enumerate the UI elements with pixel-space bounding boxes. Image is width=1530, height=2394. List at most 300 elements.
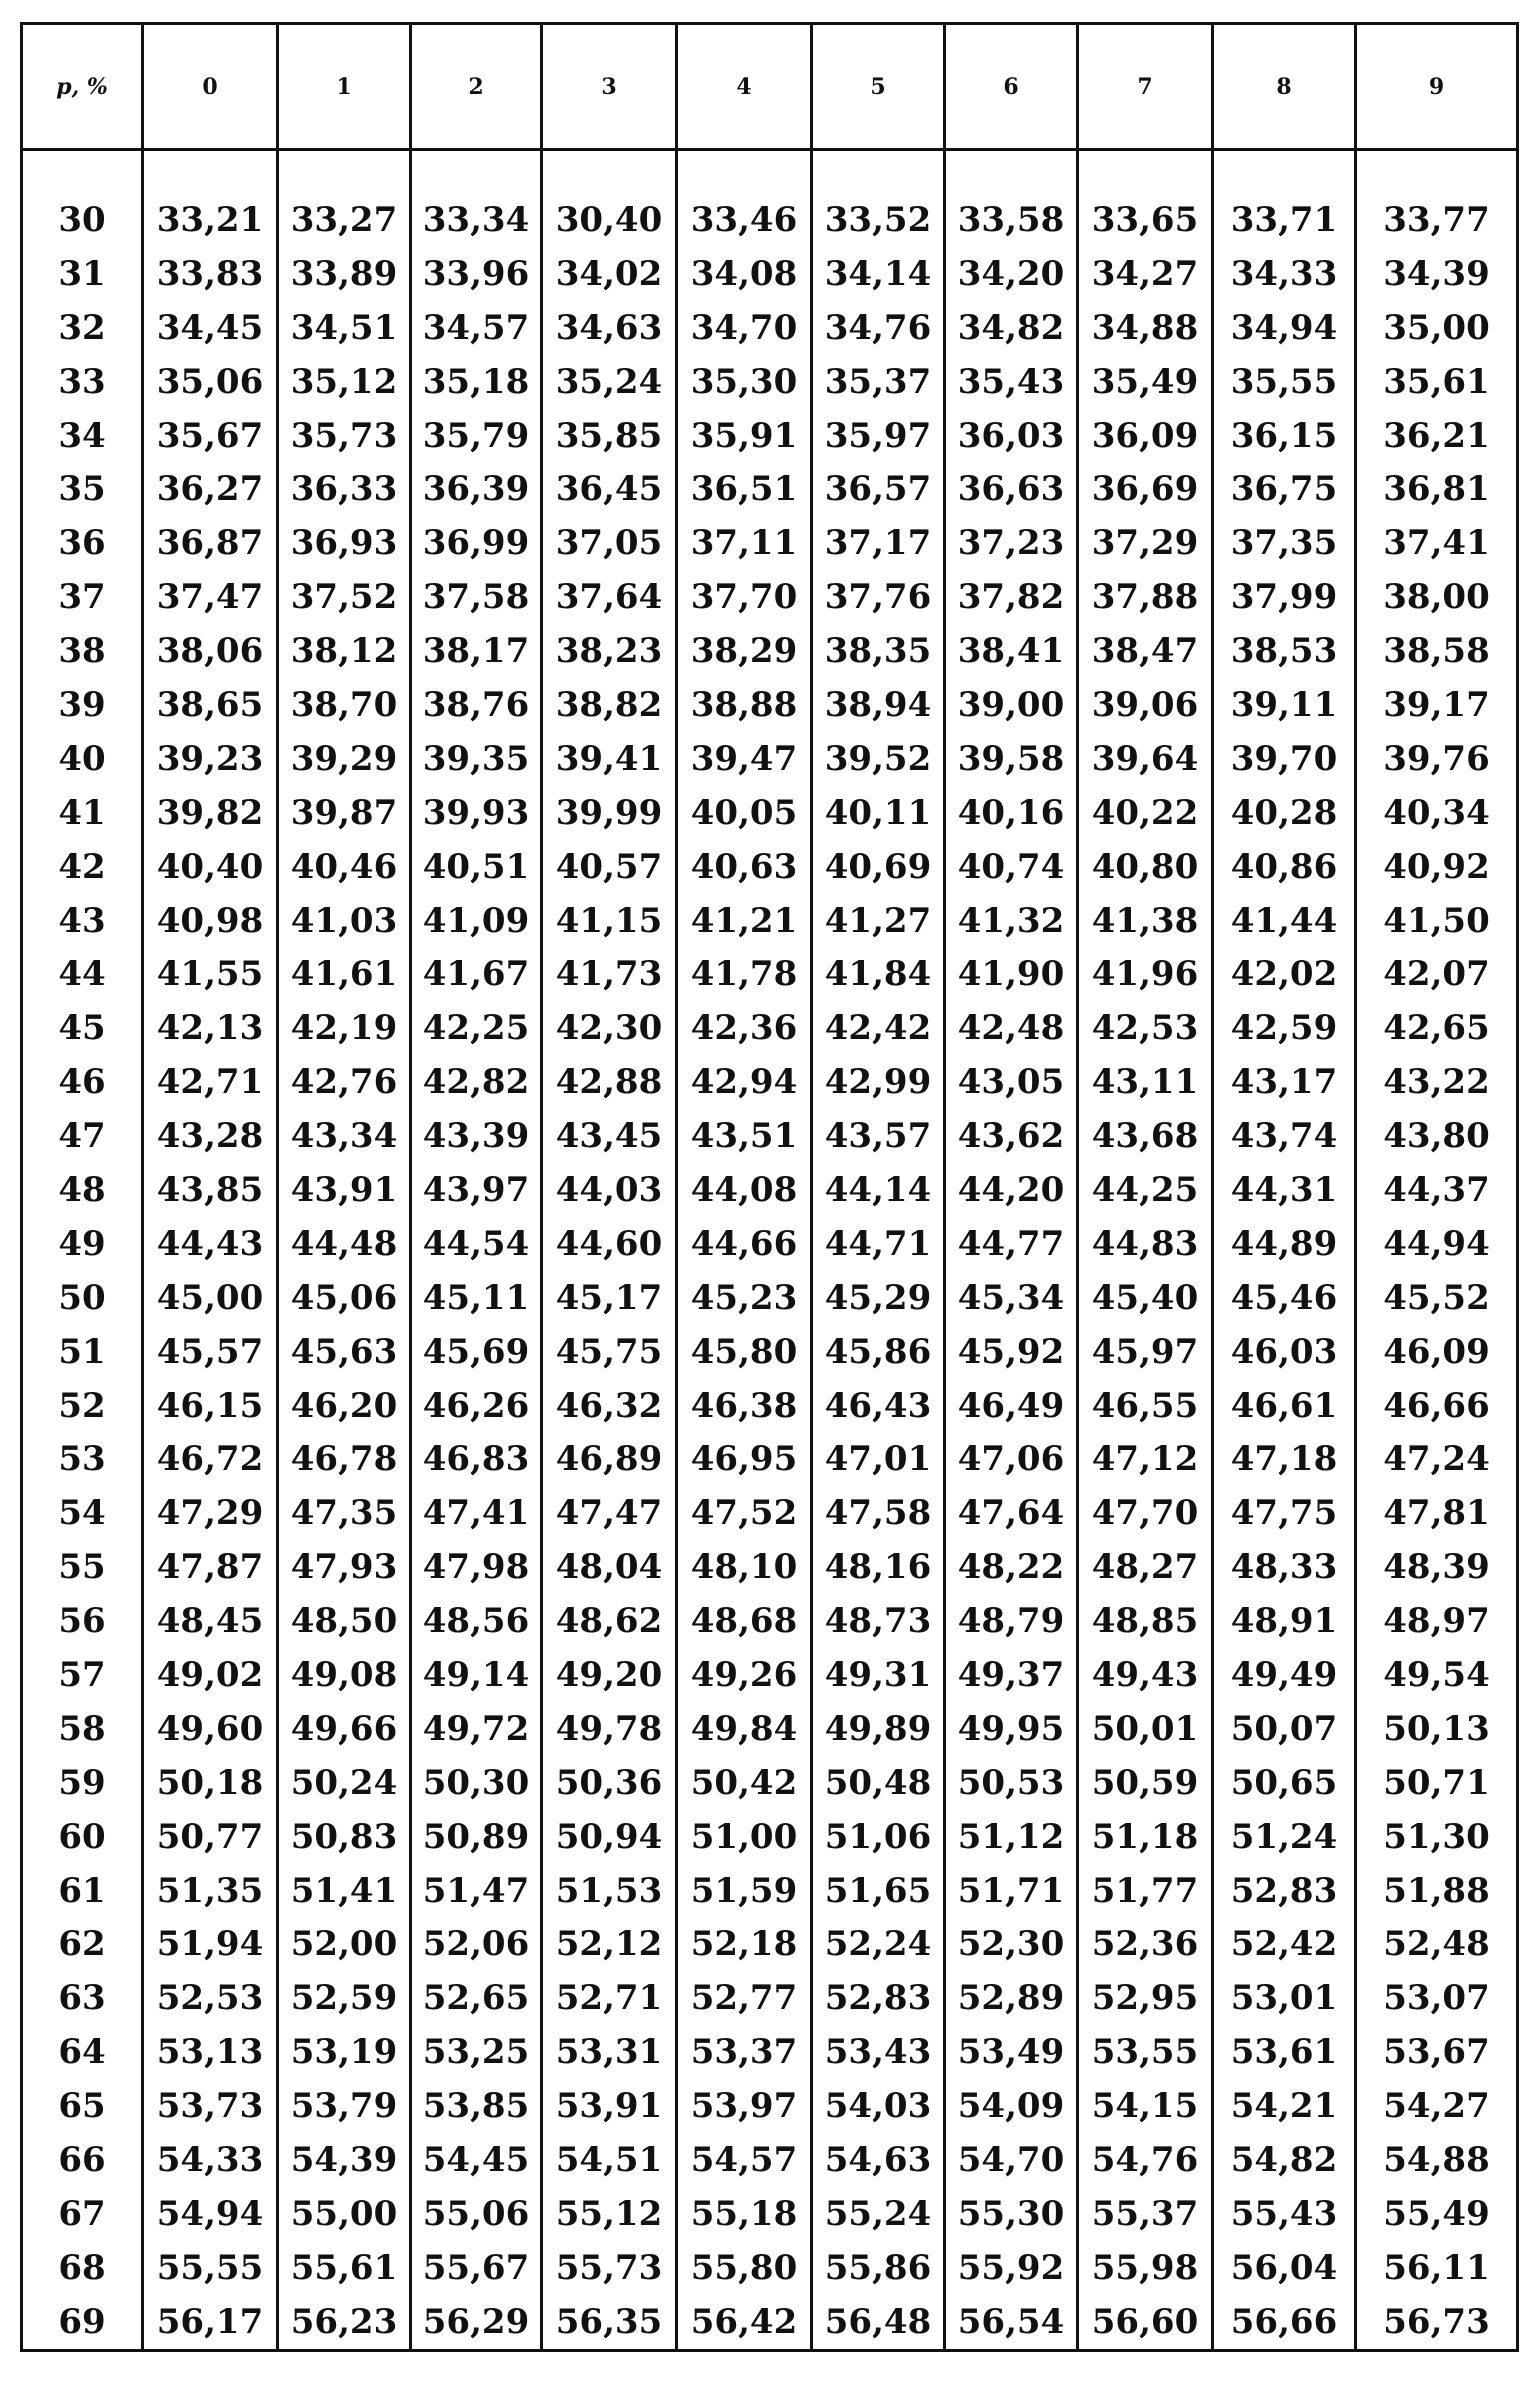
cell-col-0: 43,28 [143, 1109, 278, 1163]
cell-col-6: 42,48 [945, 1001, 1078, 1055]
row-p-value: 33 [22, 355, 143, 409]
cell-col-1: 34,51 [278, 301, 411, 355]
cell-col-1: 49,66 [278, 1702, 411, 1756]
table-row [22, 2025, 1518, 2079]
cell-col-8: 56,04 [1213, 2241, 1356, 2295]
cell-col-8: 35,55 [1213, 355, 1356, 409]
cell-col-0: 43,85 [143, 1163, 278, 1217]
header-cell-3: 3 [542, 24, 677, 150]
cell-col-8: 52,42 [1213, 1918, 1356, 1972]
cell-col-9: 44,94 [1356, 1217, 1518, 1271]
cell-col-3: 34,63 [542, 301, 677, 355]
row-p-value: 32 [22, 301, 143, 355]
table-row [22, 409, 1518, 463]
header-cell-7: 7 [1078, 24, 1213, 150]
table-row [22, 947, 1518, 1001]
cell-col-4: 35,30 [677, 355, 812, 409]
cell-col-3: 41,15 [542, 894, 677, 948]
cell-col-1: 43,34 [278, 1109, 411, 1163]
cell-col-9: 52,48 [1356, 1918, 1518, 1972]
cell-col-4: 52,18 [677, 1918, 812, 1972]
cell-col-5: 37,76 [812, 570, 945, 624]
cell-col-0: 40,98 [143, 894, 278, 948]
cell-col-3: 52,71 [542, 1971, 677, 2025]
cell-col-4: 44,66 [677, 1217, 812, 1271]
cell-col-8: 53,01 [1213, 1971, 1356, 2025]
cell-col-7: 34,88 [1078, 301, 1213, 355]
cell-col-9: 50,13 [1356, 1702, 1518, 1756]
cell-col-6: 56,54 [945, 2295, 1078, 2350]
cell-col-0: 54,94 [143, 2187, 278, 2241]
cell-col-7: 55,37 [1078, 2187, 1213, 2241]
cell-col-8: 43,17 [1213, 1055, 1356, 1109]
cell-col-8: 34,94 [1213, 301, 1356, 355]
cell-col-2: 39,93 [411, 786, 542, 840]
cell-col-3: 42,88 [542, 1055, 677, 1109]
cell-col-3: 40,57 [542, 840, 677, 894]
row-p-value: 65 [22, 2079, 143, 2133]
cell-col-1: 40,46 [278, 840, 411, 894]
cell-col-4: 37,11 [677, 516, 812, 570]
cell-col-8: 33,71 [1213, 193, 1356, 247]
cell-col-4: 41,21 [677, 894, 812, 948]
row-p-value: 42 [22, 840, 143, 894]
cell-col-9: 54,27 [1356, 2079, 1518, 2133]
cell-col-0: 39,23 [143, 732, 278, 786]
cell-col-4: 42,94 [677, 1055, 812, 1109]
cell-col-5: 48,16 [812, 1540, 945, 1594]
row-p-value: 36 [22, 516, 143, 570]
cell-col-0: 46,15 [143, 1379, 278, 1433]
cell-col-2: 48,56 [411, 1594, 542, 1648]
table-row [22, 301, 1518, 355]
cell-col-9: 51,30 [1356, 1810, 1518, 1864]
table-row [22, 1756, 1518, 1810]
cell-col-1: 48,50 [278, 1594, 411, 1648]
cell-col-5: 50,48 [812, 1756, 945, 1810]
table-row [22, 2079, 1518, 2133]
cell-col-9: 33,77 [1356, 193, 1518, 247]
cell-col-5: 55,24 [812, 2187, 945, 2241]
cell-col-6: 36,63 [945, 462, 1078, 516]
row-p-value: 68 [22, 2241, 143, 2295]
cell-col-3: 37,05 [542, 516, 677, 570]
cell-col-8: 49,49 [1213, 1648, 1356, 1702]
table-row [22, 2295, 1518, 2350]
cell-col-2: 44,54 [411, 1217, 542, 1271]
cell-col-1: 45,06 [278, 1271, 411, 1325]
cell-col-5: 44,14 [812, 1163, 945, 1217]
cell-col-8: 36,75 [1213, 462, 1356, 516]
cell-col-7: 52,36 [1078, 1918, 1213, 1972]
row-p-value: 67 [22, 2187, 143, 2241]
cell-col-6: 39,58 [945, 732, 1078, 786]
cell-col-5: 49,31 [812, 1648, 945, 1702]
cell-col-9: 43,80 [1356, 1109, 1518, 1163]
cell-col-4: 46,95 [677, 1432, 812, 1486]
cell-col-9: 48,39 [1356, 1540, 1518, 1594]
row-p-value: 52 [22, 1379, 143, 1433]
cell-col-3: 39,99 [542, 786, 677, 840]
cell-col-2: 52,06 [411, 1918, 542, 1972]
cell-col-6: 45,92 [945, 1325, 1078, 1379]
cell-col-5: 42,42 [812, 1001, 945, 1055]
cell-col-9: 50,71 [1356, 1756, 1518, 1810]
cell-col-5: 55,86 [812, 2241, 945, 2295]
cell-col-9: 46,09 [1356, 1325, 1518, 1379]
cell-col-0: 53,73 [143, 2079, 278, 2133]
cell-col-5: 45,86 [812, 1325, 945, 1379]
table-body [22, 150, 1518, 2351]
table-row [22, 1648, 1518, 1702]
cell-col-9: 51,88 [1356, 1864, 1518, 1918]
cell-col-0: 50,18 [143, 1756, 278, 1810]
cell-col-4: 38,88 [677, 678, 812, 732]
cell-col-1: 46,78 [278, 1432, 411, 1486]
cell-col-7: 52,95 [1078, 1971, 1213, 2025]
cell-col-3: 53,91 [542, 2079, 677, 2133]
cell-col-2: 40,51 [411, 840, 542, 894]
table-row [22, 786, 1518, 840]
cell-col-9: 48,97 [1356, 1594, 1518, 1648]
cell-col-8: 44,31 [1213, 1163, 1356, 1217]
table-row [22, 1702, 1518, 1756]
cell-col-6: 40,74 [945, 840, 1078, 894]
cell-col-4: 46,38 [677, 1379, 812, 1433]
row-p-value: 43 [22, 894, 143, 948]
cell-col-5: 47,58 [812, 1486, 945, 1540]
cell-col-1: 36,33 [278, 462, 411, 516]
cell-col-8: 37,35 [1213, 516, 1356, 570]
cell-col-4: 37,70 [677, 570, 812, 624]
cell-col-4: 39,47 [677, 732, 812, 786]
cell-col-5: 35,37 [812, 355, 945, 409]
cell-col-6: 47,64 [945, 1486, 1078, 1540]
cell-col-5: 49,89 [812, 1702, 945, 1756]
cell-col-2: 47,98 [411, 1540, 542, 1594]
cell-col-1: 56,23 [278, 2295, 411, 2350]
cell-col-0: 51,94 [143, 1918, 278, 1972]
cell-col-7: 48,27 [1078, 1540, 1213, 1594]
row-p-value: 58 [22, 1702, 143, 1756]
cell-col-4: 52,77 [677, 1971, 812, 2025]
cell-col-4: 42,36 [677, 1001, 812, 1055]
cell-col-6: 39,00 [945, 678, 1078, 732]
table-row [22, 1163, 1518, 1217]
cell-col-9: 56,73 [1356, 2295, 1518, 2350]
cell-col-0: 53,13 [143, 2025, 278, 2079]
cell-col-8: 36,15 [1213, 409, 1356, 463]
cell-col-8: 34,33 [1213, 247, 1356, 301]
cell-col-8: 53,61 [1213, 2025, 1356, 2079]
cell-col-0: 49,02 [143, 1648, 278, 1702]
cell-col-9: 44,37 [1356, 1163, 1518, 1217]
cell-col-7: 39,64 [1078, 732, 1213, 786]
cell-col-6: 48,79 [945, 1594, 1078, 1648]
cell-col-1: 38,70 [278, 678, 411, 732]
cell-col-7: 38,47 [1078, 624, 1213, 678]
cell-col-1: 45,63 [278, 1325, 411, 1379]
cell-col-1: 53,19 [278, 2025, 411, 2079]
cell-col-1: 47,35 [278, 1486, 411, 1540]
cell-col-5: 53,43 [812, 2025, 945, 2079]
cell-col-6: 53,49 [945, 2025, 1078, 2079]
cell-col-3: 48,62 [542, 1594, 677, 1648]
cell-col-4: 34,70 [677, 301, 812, 355]
cell-col-2: 46,83 [411, 1432, 542, 1486]
cell-col-1: 51,41 [278, 1864, 411, 1918]
row-p-value: 34 [22, 409, 143, 463]
cell-col-5: 41,27 [812, 894, 945, 948]
cell-col-8: 52,83 [1213, 1864, 1356, 1918]
header-cell-0: 0 [143, 24, 278, 150]
cell-col-2: 42,25 [411, 1001, 542, 1055]
cell-col-6: 34,20 [945, 247, 1078, 301]
table-row [22, 1325, 1518, 1379]
cell-col-0: 47,29 [143, 1486, 278, 1540]
cell-col-4: 53,37 [677, 2025, 812, 2079]
table-row [22, 570, 1518, 624]
header-cell-6: 6 [945, 24, 1078, 150]
cell-col-3: 46,32 [542, 1379, 677, 1433]
cell-col-8: 47,18 [1213, 1432, 1356, 1486]
cell-col-8: 39,11 [1213, 678, 1356, 732]
cell-col-1: 50,24 [278, 1756, 411, 1810]
cell-col-6: 35,43 [945, 355, 1078, 409]
cell-col-2: 45,69 [411, 1325, 542, 1379]
row-p-value: 46 [22, 1055, 143, 1109]
cell-col-4: 55,18 [677, 2187, 812, 2241]
cell-col-5: 38,35 [812, 624, 945, 678]
cell-col-0: 46,72 [143, 1432, 278, 1486]
cell-col-3: 53,31 [542, 2025, 677, 2079]
cell-col-7: 55,98 [1078, 2241, 1213, 2295]
cell-col-0: 48,45 [143, 1594, 278, 1648]
cell-col-7: 47,70 [1078, 1486, 1213, 1540]
cell-col-0: 45,00 [143, 1271, 278, 1325]
header-cell-4: 4 [677, 24, 812, 150]
cell-col-1: 41,03 [278, 894, 411, 948]
table-row [22, 1001, 1518, 1055]
cell-col-9: 42,07 [1356, 947, 1518, 1001]
header-cell-9: 9 [1356, 24, 1518, 150]
cell-col-5: 33,52 [812, 193, 945, 247]
cell-col-3: 50,36 [542, 1756, 677, 1810]
cell-col-2: 53,85 [411, 2079, 542, 2133]
table-row [22, 624, 1518, 678]
cell-col-3: 36,45 [542, 462, 677, 516]
row-p-value: 51 [22, 1325, 143, 1379]
cell-col-2: 55,67 [411, 2241, 542, 2295]
cell-col-0: 54,33 [143, 2133, 278, 2187]
cell-col-2: 35,79 [411, 409, 542, 463]
cell-col-0: 44,43 [143, 1217, 278, 1271]
cell-col-7: 48,85 [1078, 1594, 1213, 1648]
cell-col-7: 35,49 [1078, 355, 1213, 409]
cell-col-5: 38,94 [812, 678, 945, 732]
cell-col-6: 46,49 [945, 1379, 1078, 1433]
cell-col-7: 36,09 [1078, 409, 1213, 463]
cell-col-3: 35,24 [542, 355, 677, 409]
cell-col-5: 56,48 [812, 2295, 945, 2350]
cell-col-5: 40,11 [812, 786, 945, 840]
table-row [22, 1864, 1518, 1918]
cell-col-0: 38,65 [143, 678, 278, 732]
cell-col-5: 42,99 [812, 1055, 945, 1109]
cell-col-1: 50,83 [278, 1810, 411, 1864]
table-row [22, 1379, 1518, 1433]
cell-col-8: 51,24 [1213, 1810, 1356, 1864]
cell-col-9: 38,58 [1356, 624, 1518, 678]
row-p-value: 48 [22, 1163, 143, 1217]
cell-col-4: 40,63 [677, 840, 812, 894]
cell-col-0: 55,55 [143, 2241, 278, 2295]
cell-col-7: 39,06 [1078, 678, 1213, 732]
table-row [22, 2133, 1518, 2187]
cell-col-3: 56,35 [542, 2295, 677, 2350]
cell-col-3: 44,03 [542, 1163, 677, 1217]
cell-col-6: 34,82 [945, 301, 1078, 355]
table-row [22, 1271, 1518, 1325]
cell-col-3: 44,60 [542, 1217, 677, 1271]
cell-col-4: 48,68 [677, 1594, 812, 1648]
cell-col-3: 49,78 [542, 1702, 677, 1756]
cell-col-7: 41,96 [1078, 947, 1213, 1001]
cell-col-6: 43,62 [945, 1109, 1078, 1163]
cell-col-9: 54,88 [1356, 2133, 1518, 2187]
cell-col-0: 52,53 [143, 1971, 278, 2025]
table-row [22, 1055, 1518, 1109]
cell-col-7: 49,43 [1078, 1648, 1213, 1702]
cell-col-2: 50,30 [411, 1756, 542, 1810]
cell-col-4: 54,57 [677, 2133, 812, 2187]
cell-col-0: 34,45 [143, 301, 278, 355]
cell-col-2: 33,34 [411, 193, 542, 247]
header-cell-2: 2 [411, 24, 542, 150]
cell-col-4: 53,97 [677, 2079, 812, 2133]
cell-col-7: 41,38 [1078, 894, 1213, 948]
cell-col-7: 54,76 [1078, 2133, 1213, 2187]
table-row [22, 193, 1518, 247]
cell-col-9: 46,66 [1356, 1379, 1518, 1433]
cell-col-1: 41,61 [278, 947, 411, 1001]
cell-col-5: 35,97 [812, 409, 945, 463]
cell-col-2: 37,58 [411, 570, 542, 624]
cell-col-7: 53,55 [1078, 2025, 1213, 2079]
header-row [22, 24, 1518, 150]
cell-col-3: 47,47 [542, 1486, 677, 1540]
cell-col-9: 37,41 [1356, 516, 1518, 570]
cell-col-0: 42,71 [143, 1055, 278, 1109]
cell-col-1: 42,19 [278, 1001, 411, 1055]
cell-col-6: 52,89 [945, 1971, 1078, 2025]
cell-col-8: 54,21 [1213, 2079, 1356, 2133]
cell-col-7: 42,53 [1078, 1001, 1213, 1055]
cell-col-1: 44,48 [278, 1217, 411, 1271]
cell-col-9: 39,76 [1356, 732, 1518, 786]
cell-col-3: 38,23 [542, 624, 677, 678]
cell-col-1: 54,39 [278, 2133, 411, 2187]
cell-col-6: 37,82 [945, 570, 1078, 624]
cell-col-1: 35,12 [278, 355, 411, 409]
cell-col-8: 48,91 [1213, 1594, 1356, 1648]
cell-col-8: 56,66 [1213, 2295, 1356, 2350]
header-cell-p: p, % [22, 24, 143, 150]
table-row [22, 1594, 1518, 1648]
cell-col-8: 45,46 [1213, 1271, 1356, 1325]
cell-col-0: 36,87 [143, 516, 278, 570]
row-p-value: 54 [22, 1486, 143, 1540]
table-row [22, 462, 1518, 516]
cell-col-4: 33,46 [677, 193, 812, 247]
cell-col-5: 40,69 [812, 840, 945, 894]
row-p-value: 39 [22, 678, 143, 732]
row-p-value: 61 [22, 1864, 143, 1918]
header-cell-1: 1 [278, 24, 411, 150]
cell-col-7: 45,97 [1078, 1325, 1213, 1379]
cell-col-0: 38,06 [143, 624, 278, 678]
cell-col-7: 56,60 [1078, 2295, 1213, 2350]
cell-col-4: 34,08 [677, 247, 812, 301]
cell-col-4: 41,78 [677, 947, 812, 1001]
row-p-value: 45 [22, 1001, 143, 1055]
cell-col-8: 41,44 [1213, 894, 1356, 948]
cell-col-0: 35,67 [143, 409, 278, 463]
cell-col-7: 36,69 [1078, 462, 1213, 516]
cell-col-2: 47,41 [411, 1486, 542, 1540]
cell-col-3: 46,89 [542, 1432, 677, 1486]
row-p-value: 35 [22, 462, 143, 516]
cell-col-2: 38,17 [411, 624, 542, 678]
row-p-value: 66 [22, 2133, 143, 2187]
cell-col-1: 47,93 [278, 1540, 411, 1594]
cell-col-7: 46,55 [1078, 1379, 1213, 1433]
cell-col-4: 50,42 [677, 1756, 812, 1810]
header-cell-8: 8 [1213, 24, 1356, 150]
cell-col-9: 47,81 [1356, 1486, 1518, 1540]
cell-col-2: 53,25 [411, 2025, 542, 2079]
cell-col-5: 34,14 [812, 247, 945, 301]
cell-col-0: 40,40 [143, 840, 278, 894]
cell-col-5: 44,71 [812, 1217, 945, 1271]
cell-col-0: 45,57 [143, 1325, 278, 1379]
row-p-value: 47 [22, 1109, 143, 1163]
cell-col-1: 33,27 [278, 193, 411, 247]
cell-col-3: 35,85 [542, 409, 677, 463]
row-p-value: 62 [22, 1918, 143, 1972]
cell-col-2: 43,39 [411, 1109, 542, 1163]
cell-col-1: 35,73 [278, 409, 411, 463]
cell-col-6: 50,53 [945, 1756, 1078, 1810]
cell-col-4: 35,91 [677, 409, 812, 463]
cell-col-6: 37,23 [945, 516, 1078, 570]
cell-col-1: 39,29 [278, 732, 411, 786]
table-row [22, 516, 1518, 570]
row-p-value: 59 [22, 1756, 143, 1810]
cell-col-2: 41,67 [411, 947, 542, 1001]
cell-col-1: 42,76 [278, 1055, 411, 1109]
cell-col-5: 51,06 [812, 1810, 945, 1864]
cell-col-0: 41,55 [143, 947, 278, 1001]
cell-col-4: 44,08 [677, 1163, 812, 1217]
cell-col-8: 46,61 [1213, 1379, 1356, 1433]
cell-col-3: 51,53 [542, 1864, 677, 1918]
cell-col-4: 56,42 [677, 2295, 812, 2350]
cell-col-0: 37,47 [143, 570, 278, 624]
cell-col-5: 54,63 [812, 2133, 945, 2187]
cell-col-6: 44,77 [945, 1217, 1078, 1271]
cell-col-7: 47,12 [1078, 1432, 1213, 1486]
